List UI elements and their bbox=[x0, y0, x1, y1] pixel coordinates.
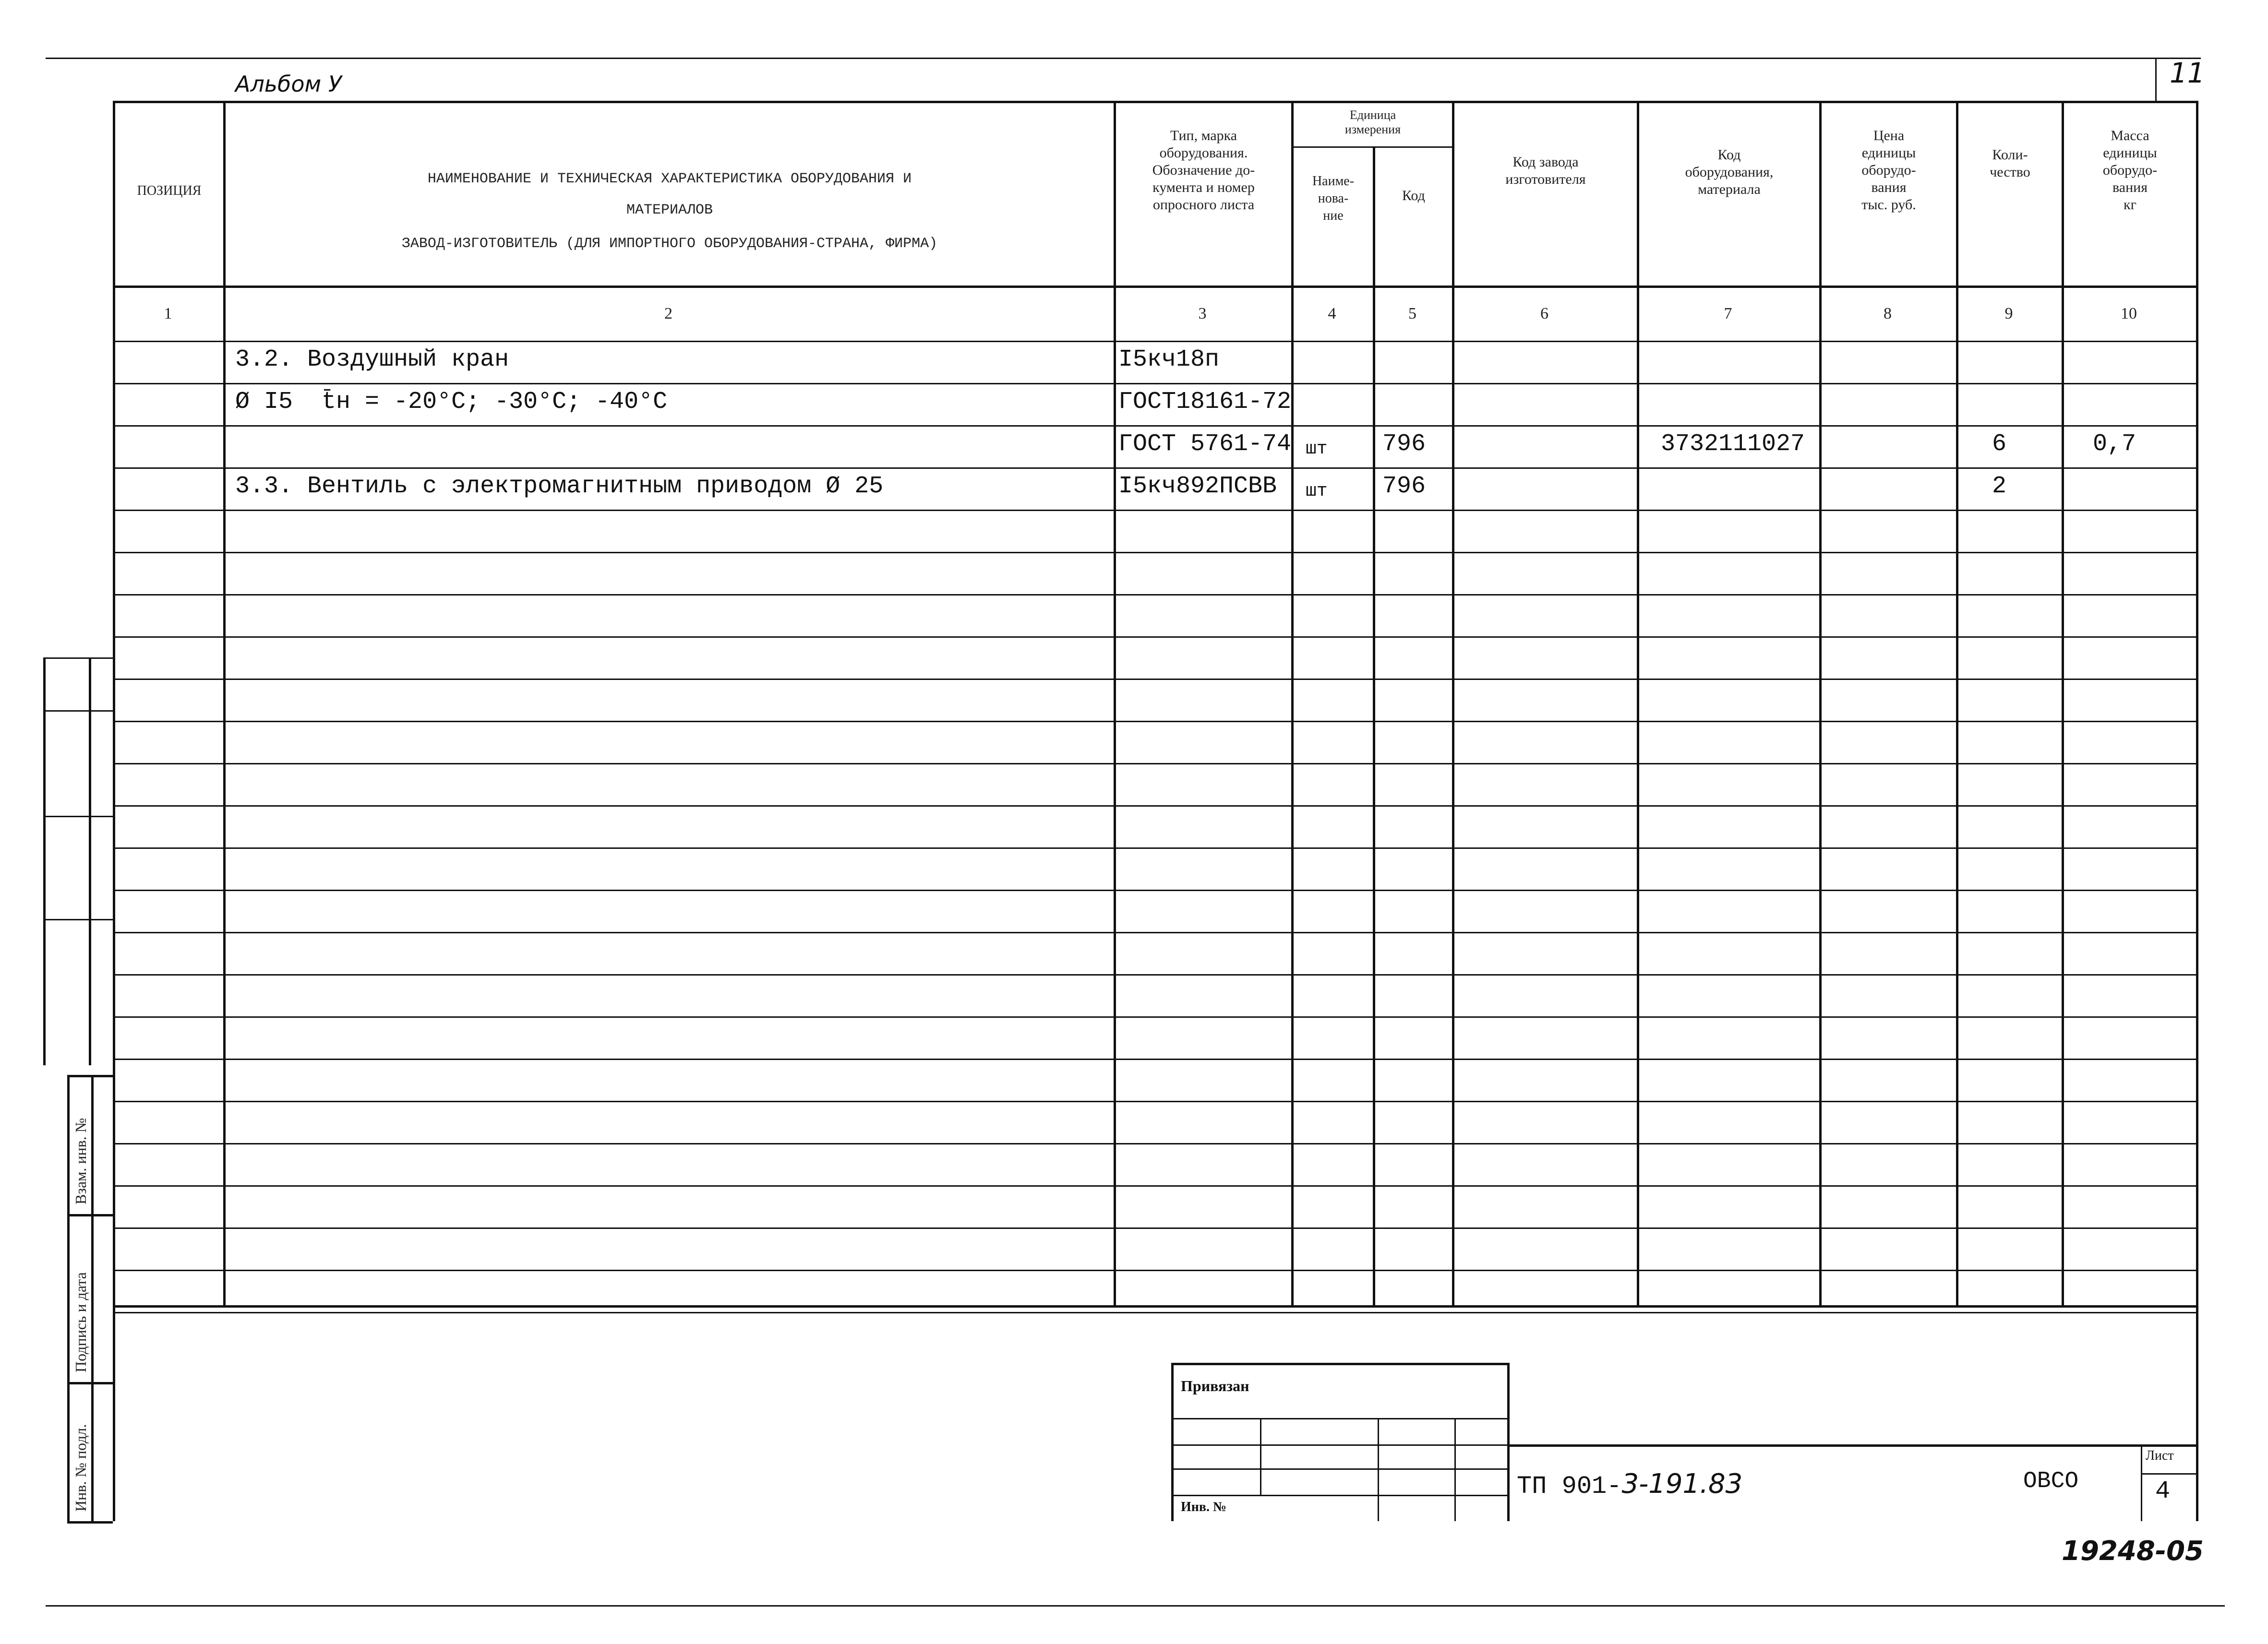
grid-row-line bbox=[113, 721, 2198, 722]
column-number-1: 1 bbox=[164, 305, 172, 322]
header-bottom-border bbox=[113, 286, 2198, 288]
grid-row-line bbox=[113, 1101, 2198, 1102]
cell-unit: шт bbox=[1306, 439, 1328, 459]
strip-div-1 bbox=[67, 1214, 113, 1216]
cell-material-code: 3732111027 bbox=[1661, 430, 1805, 458]
header-quantity bbox=[1958, 146, 2062, 181]
strip-upper-div-2 bbox=[43, 816, 113, 817]
cell-name: 3.2. Воздушный кран bbox=[235, 346, 509, 373]
album-label: Альбом У bbox=[235, 71, 342, 97]
h-c3-line-1: Тип, марка bbox=[1170, 128, 1237, 143]
strip-top bbox=[67, 1075, 113, 1077]
cell-code: 796 bbox=[1382, 473, 1426, 500]
grid-row-line bbox=[113, 636, 2198, 638]
col-border-3 bbox=[1291, 101, 1294, 1305]
grid-row-line bbox=[113, 1016, 2198, 1018]
col-border-8 bbox=[1956, 101, 1958, 1305]
corner-box-left bbox=[2155, 58, 2157, 101]
h-c10-line-2: единицы bbox=[2103, 145, 2157, 161]
grid-row-line bbox=[113, 425, 2198, 427]
bind-box-top bbox=[1171, 1363, 1510, 1365]
h-c3-line-4: кумента и номер bbox=[1152, 179, 1255, 195]
strip-upper-top bbox=[43, 657, 113, 659]
h-c3-line-5: опросного листа bbox=[1152, 197, 1255, 213]
h-ug-line-2: измерения bbox=[1344, 122, 1401, 136]
h-c9-line-1: Коли- bbox=[1992, 147, 2028, 163]
grid-row-line bbox=[113, 805, 2198, 807]
column-number-2: 2 bbox=[664, 305, 672, 322]
bind-box-row-2 bbox=[1171, 1444, 1510, 1446]
h-ug-line-1: Единица bbox=[1349, 108, 1396, 122]
header-name-line1: НАИМЕНОВАНИЕ И ТЕХНИЧЕСКАЯ ХАРАКТЕРИСТИКА ОБОРУДОВАНИЯ И bbox=[427, 171, 912, 187]
grid-row-line bbox=[113, 1312, 2198, 1313]
bind-box-col-1 bbox=[1260, 1418, 1261, 1495]
header-manufacturer-code bbox=[1454, 154, 1637, 188]
h-c7-line-3: материала bbox=[1698, 181, 1761, 197]
col-border-2 bbox=[1114, 101, 1116, 1305]
column-number-3: 3 bbox=[1198, 305, 1207, 322]
code-box-sheet-border bbox=[2141, 1444, 2142, 1521]
header-name-line3: ЗАВОД-ИЗГОТОВИТЕЛЬ (ДЛЯ ИМПОРТНОГО ОБОРУДОВАНИЯ-СТРАНА, ФИРМА) bbox=[401, 236, 938, 252]
grid-row-line bbox=[113, 890, 2198, 891]
h-c6-line-1: Код завода bbox=[1512, 154, 1579, 170]
footer-number: 19248-05 bbox=[2062, 1536, 2204, 1567]
grid-row-line bbox=[113, 552, 2198, 553]
h-c9-line-2: чество bbox=[1990, 164, 2030, 180]
h-c10-line-4: вания bbox=[2112, 179, 2148, 195]
side-label-signature-date: Подпись и дата bbox=[72, 1272, 89, 1372]
header-mass bbox=[2064, 127, 2196, 214]
grid-row-line bbox=[113, 383, 2198, 384]
grid-row-line bbox=[113, 1227, 2198, 1229]
cell-qty: 2 bbox=[1992, 473, 2007, 500]
sheet-number: 4 bbox=[2155, 1477, 2171, 1505]
bind-box-row-4 bbox=[1171, 1495, 1510, 1496]
h-c10-line-5: кг bbox=[2124, 197, 2136, 213]
col-border-7 bbox=[1819, 101, 1822, 1305]
column-number-7: 7 bbox=[1724, 305, 1732, 322]
header-name-line2: МАТЕРИАЛОВ bbox=[626, 202, 713, 218]
strip-border-left bbox=[67, 1075, 70, 1521]
header-unit-name bbox=[1294, 173, 1373, 225]
cell-type: ГОСТ18161-72 bbox=[1118, 388, 1292, 416]
bind-box-row-1 bbox=[1171, 1418, 1510, 1419]
bind-box-right bbox=[1507, 1363, 1510, 1521]
grid-row-line bbox=[113, 1270, 2198, 1271]
h-c7-line-1: Код bbox=[1717, 147, 1741, 163]
strip-upper-div-1 bbox=[43, 710, 113, 712]
bind-box-row-3 bbox=[1171, 1468, 1510, 1470]
col-border-10 bbox=[2196, 101, 2198, 1521]
h-c3-line-3: Обозначение до- bbox=[1152, 162, 1255, 178]
top-rule bbox=[46, 58, 2201, 59]
cell-code: 796 bbox=[1382, 430, 1426, 458]
bound-label: Привязан bbox=[1181, 1377, 1249, 1394]
col-border-9 bbox=[2062, 101, 2064, 1305]
strip-upper-border-1 bbox=[43, 657, 46, 1065]
h-c8-line-3: оборудо- bbox=[1861, 162, 1916, 178]
grid-row-line bbox=[113, 847, 2198, 849]
grid-row-line bbox=[113, 510, 2198, 511]
doc-code bbox=[1517, 1468, 1742, 1501]
section-code: ОВСО bbox=[2023, 1468, 2079, 1494]
col-border-1 bbox=[223, 101, 226, 1305]
column-number-5: 5 bbox=[1408, 305, 1416, 322]
code-box-top bbox=[1507, 1444, 2198, 1447]
h-c8-line-2: единицы bbox=[1861, 145, 1916, 161]
table-top-border bbox=[113, 101, 2198, 103]
column-number-8: 8 bbox=[1884, 305, 1892, 322]
cell-type: ГОСТ 5761-74 bbox=[1118, 430, 1292, 458]
bind-box-col-3 bbox=[1454, 1418, 1456, 1521]
strip-div-2 bbox=[67, 1382, 113, 1384]
cell-mass: 0,7 bbox=[2093, 430, 2136, 458]
grid-row-line bbox=[113, 1143, 2198, 1144]
h-c8-line-5: тыс. руб. bbox=[1861, 197, 1916, 213]
column-number-9: 9 bbox=[2004, 305, 2013, 322]
header-material-code bbox=[1639, 146, 1819, 198]
header-price bbox=[1822, 127, 1956, 214]
strip-upper-border-2 bbox=[89, 657, 91, 1065]
bottom-rule bbox=[46, 1605, 2225, 1607]
side-label-inv-orig: Инв. № подл. bbox=[72, 1424, 89, 1512]
inv-label: Инв. № bbox=[1181, 1500, 1227, 1514]
bind-box-col-2 bbox=[1378, 1418, 1379, 1521]
grid-row-line bbox=[113, 932, 2198, 933]
header-unit-code: Код bbox=[1402, 188, 1425, 203]
unit-group-divider bbox=[1291, 146, 1452, 148]
h-c4-line-1: Наиме- bbox=[1312, 174, 1355, 189]
h-c3-line-2: оборудования. bbox=[1159, 145, 1248, 161]
strip-border-mid bbox=[91, 1075, 94, 1521]
h-c4-line-3: ние bbox=[1323, 208, 1344, 223]
cell-name: Ø I5 t̄н = -20°C; -30°C; -40°C bbox=[235, 388, 668, 416]
cell-type: I5кч892ПСВВ bbox=[1118, 473, 1277, 500]
strip-upper-div-3 bbox=[43, 919, 113, 920]
h-c10-line-1: Масса bbox=[2111, 128, 2149, 143]
grid-row-line bbox=[113, 1185, 2198, 1187]
column-number-4: 4 bbox=[1328, 305, 1336, 322]
cell-unit: шт bbox=[1306, 481, 1328, 501]
grid-row-line bbox=[113, 679, 2198, 680]
sheet-label: Лист bbox=[2146, 1448, 2174, 1463]
h-c8-line-1: Цена bbox=[1873, 128, 1905, 143]
doc-code-handwritten: 3-191.83 bbox=[1621, 1468, 1743, 1500]
header-unit-group bbox=[1294, 108, 1452, 137]
cell-qty: 6 bbox=[1992, 430, 2007, 458]
table-bottom-border bbox=[113, 1305, 2198, 1308]
code-box-sheet-divider bbox=[2141, 1473, 2198, 1475]
grid-row-line bbox=[113, 763, 2198, 764]
column-number-6: 6 bbox=[1540, 305, 1548, 322]
cell-name: 3.3. Вентиль с электромагнитным приводом Ø 25 bbox=[235, 473, 884, 500]
h-c8-line-4: вания bbox=[1871, 179, 1907, 195]
col-border-5 bbox=[1452, 101, 1454, 1305]
h-c4-line-2: нова- bbox=[1318, 191, 1349, 206]
h-c6-line-2: изготовителя bbox=[1505, 171, 1586, 187]
sheet-corner-number: 11 bbox=[2170, 57, 2205, 89]
header-type bbox=[1116, 127, 1291, 214]
h-c10-line-3: оборудо- bbox=[2102, 162, 2158, 178]
h-c7-line-2: оборудования, bbox=[1685, 164, 1774, 180]
header-position: ПОЗИЦИЯ bbox=[137, 183, 202, 198]
col-border-6 bbox=[1637, 101, 1639, 1305]
cell-type: I5кч18п bbox=[1118, 346, 1220, 373]
column-number-10: 10 bbox=[2121, 305, 2137, 322]
grid-row-line bbox=[113, 594, 2198, 596]
side-label-replaced-inv: Взам. инв. № bbox=[72, 1118, 89, 1204]
grid-row-line bbox=[113, 974, 2198, 976]
bind-box-left bbox=[1171, 1363, 1174, 1521]
colnum-row-border bbox=[113, 341, 2198, 342]
grid-row-line bbox=[113, 467, 2198, 469]
doc-code-printed: ТП 901- bbox=[1517, 1472, 1622, 1501]
grid-row-line bbox=[113, 1059, 2198, 1060]
strip-bottom bbox=[67, 1521, 113, 1524]
